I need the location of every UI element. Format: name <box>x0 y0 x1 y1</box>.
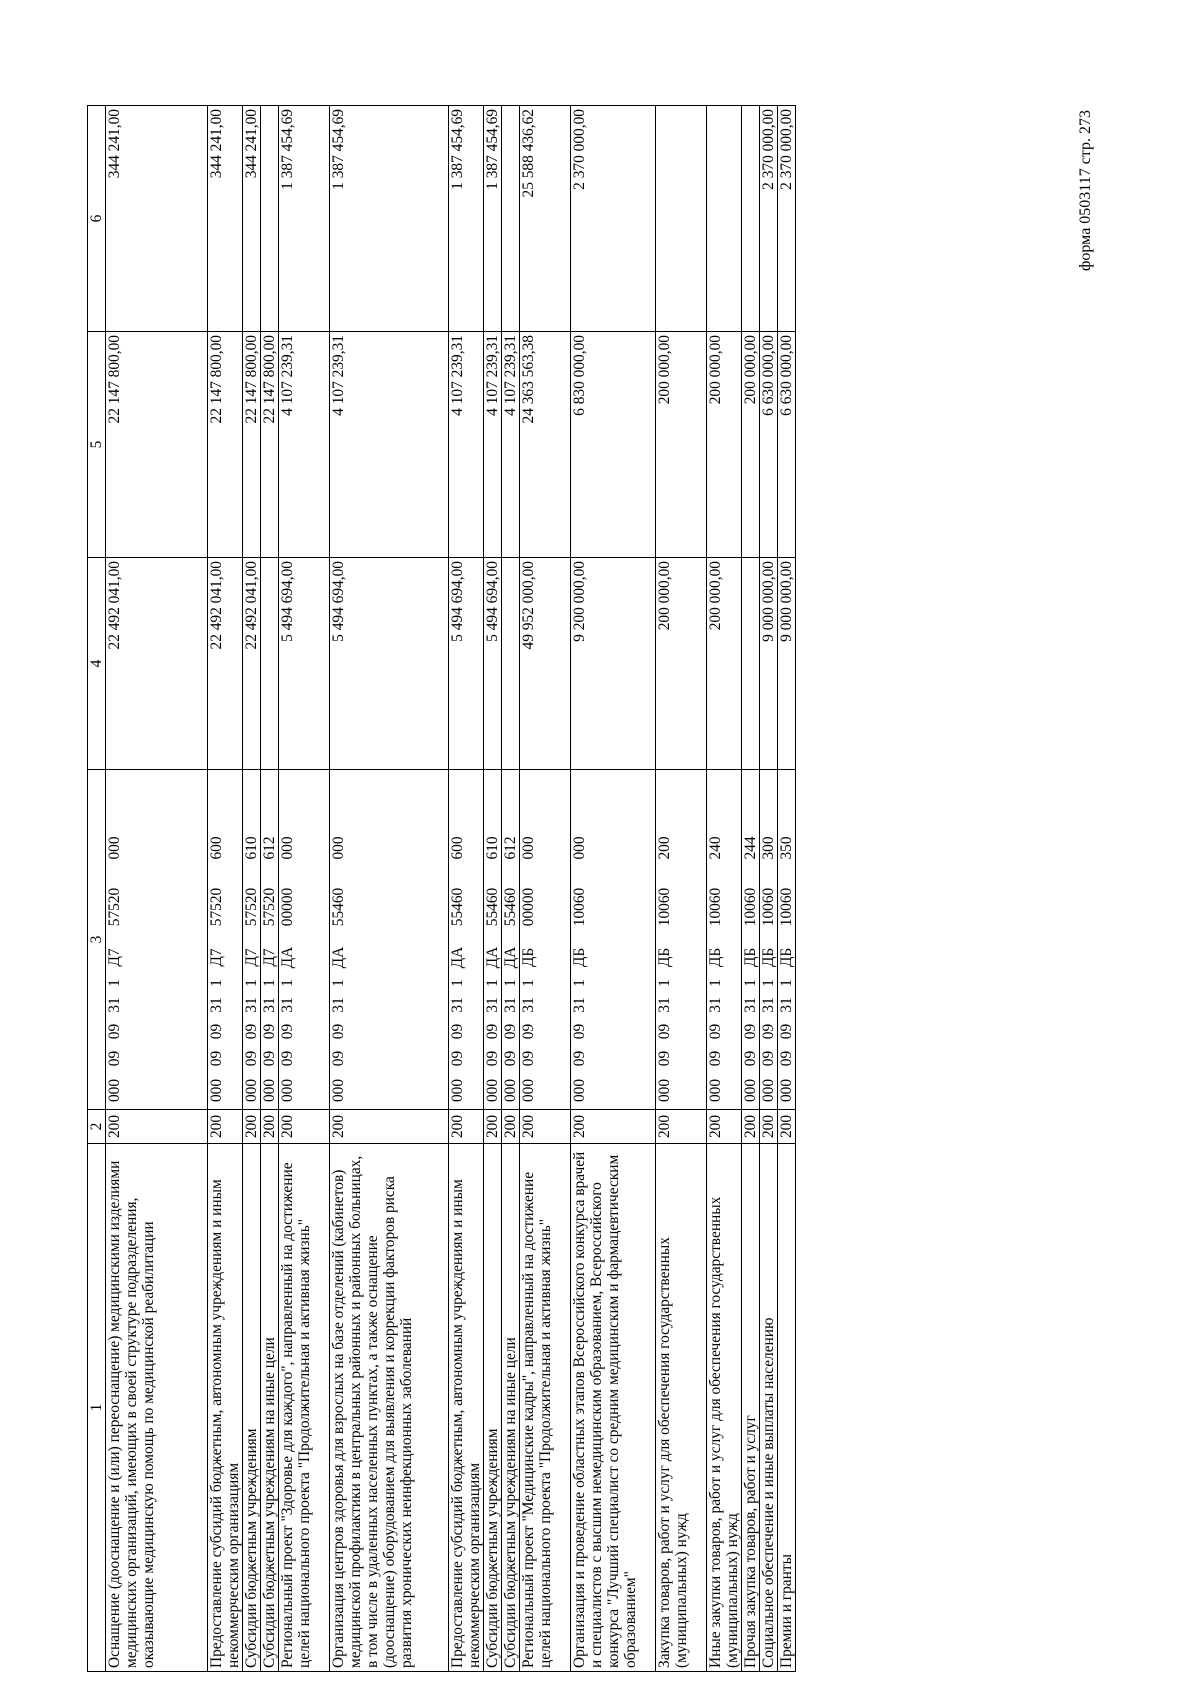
code-part: 244 <box>742 836 759 860</box>
code-part: ДБ <box>778 947 795 968</box>
classification-code <box>484 770 502 1110</box>
executed-amount: 200 000,00 <box>742 332 760 558</box>
table-row <box>279 106 330 1672</box>
row-name: Организация и проведение областных этапов Всероссийского конкурса врачей и специалистов с высшим немедицинским образованием, Всероссийского конкурса "Лучший специалист со средним медицинским и фармацевтическим образованием" <box>571 1144 656 1672</box>
code-part: 31 <box>261 997 278 1013</box>
table-row <box>656 106 707 1672</box>
code-part: 610 <box>243 836 260 860</box>
code-part: 57520 <box>106 887 123 927</box>
table-row <box>449 106 484 1672</box>
column-header: 4 <box>88 558 106 770</box>
code-part: ДБ <box>742 947 759 968</box>
code-part: 09 <box>502 1023 519 1040</box>
code-part: 55460 <box>449 887 466 927</box>
code-part: ДБ <box>571 947 588 968</box>
line-code: 200 <box>520 1110 571 1144</box>
unexecuted-amount: 1 387 454,69 <box>279 106 330 332</box>
code-part: Д7 <box>243 948 260 967</box>
expenditure-table <box>87 105 796 1672</box>
code-part: 09 <box>106 1050 123 1067</box>
code-part: 000 <box>330 1078 347 1103</box>
code-part: 000 <box>760 1078 777 1103</box>
line-code: 200 <box>330 1110 449 1144</box>
classification-code <box>571 770 656 1110</box>
column-header: 5 <box>88 332 106 558</box>
row-name: Предоставление субсидий бюджетным, автономным учреждениям и иным некоммерческим организациям <box>449 1144 484 1672</box>
unexecuted-amount <box>261 106 279 332</box>
table-row <box>106 106 208 1672</box>
code-part: 09 <box>208 1050 225 1067</box>
code-part: Д7 <box>106 948 123 967</box>
code-part: 1 <box>520 979 537 987</box>
code-part: 10060 <box>571 887 588 927</box>
code-part: 09 <box>243 1023 260 1040</box>
row-name: Предоставление субсидий бюджетным, автономным учреждениям и иным некоммерческим организациям <box>208 1144 243 1672</box>
unexecuted-amount: 2 370 000,00 <box>778 106 796 332</box>
table-row <box>484 106 502 1672</box>
approved-amount: 9 200 000,00 <box>571 558 656 770</box>
code-part: 09 <box>502 1050 519 1067</box>
code-part: 600 <box>449 836 466 860</box>
code-part: 09 <box>778 1023 795 1040</box>
code-part: 1 <box>760 979 777 987</box>
approved-amount <box>742 558 760 770</box>
code-part: 1 <box>261 979 278 987</box>
code-part: 200 <box>656 836 673 860</box>
report-page <box>0 97 1130 1697</box>
code-part: 000 <box>656 1078 673 1103</box>
executed-amount: 4 107 239,31 <box>502 332 520 558</box>
code-part: 000 <box>742 1078 759 1103</box>
row-name: Региональный проект "Медицинские кадры", направленный на достижение целей национального проекта "Продолжительная и активная жизнь" <box>520 1144 571 1672</box>
code-part: 612 <box>502 836 519 860</box>
code-part: 10060 <box>778 887 795 927</box>
code-part: 10060 <box>656 887 673 927</box>
unexecuted-amount <box>656 106 707 332</box>
code-part: 1 <box>106 979 123 987</box>
code-part: 000 <box>778 1078 795 1103</box>
form-reference: форма 0503117 стр. 273 <box>1077 110 1094 271</box>
executed-amount: 6 630 000,00 <box>760 332 778 558</box>
unexecuted-amount <box>742 106 760 332</box>
code-part: 10060 <box>707 887 724 927</box>
column-header: 6 <box>88 106 106 332</box>
line-code: 200 <box>243 1110 261 1144</box>
code-part: 000 <box>571 836 588 860</box>
code-part: 10060 <box>760 887 777 927</box>
table-row <box>778 106 796 1672</box>
row-name: Иные закупки товаров, работ и услуг для обеспечения государственных (муниципальных) нужд <box>707 1144 742 1672</box>
code-part: 09 <box>243 1050 260 1067</box>
code-part: 240 <box>707 836 724 860</box>
unexecuted-amount: 1 387 454,69 <box>484 106 502 332</box>
code-part: 600 <box>208 836 225 860</box>
code-part: ДБ <box>760 947 777 968</box>
code-part: 09 <box>656 1023 673 1040</box>
approved-amount: 9 000 000,00 <box>778 558 796 770</box>
code-part: 09 <box>484 1023 501 1040</box>
code-part: 09 <box>656 1050 673 1067</box>
code-part: 57520 <box>243 887 260 927</box>
code-part: 000 <box>484 1078 501 1103</box>
code-part: 31 <box>760 997 777 1013</box>
row-name: Региональный проект "Здоровье для каждого", направленный на достижение целей национального проекта "Продолжительная и активная жизнь" <box>279 1144 330 1672</box>
line-code: 200 <box>571 1110 656 1144</box>
unexecuted-amount: 2 370 000,00 <box>571 106 656 332</box>
row-name: Субсидии бюджетным учреждениям <box>243 1144 261 1672</box>
line-code: 200 <box>742 1110 760 1144</box>
row-name: Прочая закупка товаров, работ и услуг <box>742 1144 760 1672</box>
code-part: 09 <box>208 1023 225 1040</box>
unexecuted-amount: 344 241,00 <box>208 106 243 332</box>
code-part: ДБ <box>656 947 673 968</box>
executed-amount: 200 000,00 <box>656 332 707 558</box>
code-part: 55460 <box>502 887 519 927</box>
classification-code <box>261 770 279 1110</box>
code-part: 09 <box>760 1050 777 1067</box>
executed-amount: 4 107 239,31 <box>449 332 484 558</box>
code-part: 09 <box>484 1050 501 1067</box>
code-part: ДА <box>330 946 347 969</box>
line-code: 200 <box>778 1110 796 1144</box>
code-part: 000 <box>571 1078 588 1103</box>
unexecuted-amount <box>502 106 520 332</box>
code-part: 09 <box>520 1023 537 1040</box>
code-part: 1 <box>707 979 724 987</box>
code-part: 000 <box>208 1078 225 1103</box>
unexecuted-amount: 344 241,00 <box>243 106 261 332</box>
code-part: 000 <box>707 1078 724 1103</box>
code-part: 55460 <box>484 887 501 927</box>
row-name: Организация центров здоровья для взрослых на базе отделений (кабинетов) медицинской профилактики в центральных районных и районных больницах, в том числе в удаленных населенных пунктах, а также оснащение (дооснащение) оборудованием для выявления и коррекции факторов риска развития хронических неинфекционных заболеваний <box>330 1144 449 1672</box>
code-part: 09 <box>261 1050 278 1067</box>
row-name: Закупка товаров, работ и услуг для обеспечения государственных (муниципальных) нужд <box>656 1144 707 1672</box>
line-code: 200 <box>449 1110 484 1144</box>
code-part: 00000 <box>279 887 296 927</box>
code-part: 1 <box>330 979 347 987</box>
table-row <box>760 106 778 1672</box>
row-name: Субсидии бюджетным учреждениям на иные цели <box>502 1144 520 1672</box>
executed-amount: 22 147 800,00 <box>106 332 208 558</box>
code-part: 000 <box>279 1078 296 1103</box>
code-part: 09 <box>106 1023 123 1040</box>
row-name: Премии и гранты <box>778 1144 796 1672</box>
code-part: 000 <box>106 1078 123 1103</box>
code-part: 000 <box>502 1078 519 1103</box>
classification-code <box>243 770 261 1110</box>
code-part: 1 <box>502 979 519 987</box>
classification-code <box>449 770 484 1110</box>
code-part: 000 <box>330 836 347 860</box>
code-part: 1 <box>484 979 501 987</box>
code-part: 31 <box>571 997 588 1013</box>
table-row <box>571 106 656 1672</box>
code-part: 1 <box>571 979 588 987</box>
code-part: 1 <box>778 979 795 987</box>
code-part: 000 <box>520 836 537 860</box>
code-part: Д7 <box>208 948 225 967</box>
code-part: 31 <box>520 997 537 1013</box>
code-part: 31 <box>778 997 795 1013</box>
approved-amount: 22 492 041,00 <box>243 558 261 770</box>
approved-amount: 22 492 041,00 <box>208 558 243 770</box>
row-name: Социальное обеспечение и иные выплаты населению <box>760 1144 778 1672</box>
classification-code <box>106 770 208 1110</box>
code-part: 000 <box>449 1078 466 1103</box>
executed-amount: 6 830 000,00 <box>571 332 656 558</box>
executed-amount: 200 000,00 <box>707 332 742 558</box>
classification-code <box>707 770 742 1110</box>
classification-code <box>208 770 243 1110</box>
code-part: 31 <box>208 997 225 1013</box>
table-row <box>330 106 449 1672</box>
code-part: 1 <box>279 979 296 987</box>
code-part: ДА <box>484 946 501 969</box>
unexecuted-amount: 1 387 454,69 <box>449 106 484 332</box>
code-part: Д7 <box>261 948 278 967</box>
code-part: 000 <box>243 1078 260 1103</box>
code-part: 000 <box>520 1078 537 1103</box>
code-part: 09 <box>742 1023 759 1040</box>
code-part: 09 <box>571 1023 588 1040</box>
code-part: ДБ <box>707 947 724 968</box>
code-part: 612 <box>261 836 278 860</box>
code-part: 31 <box>330 997 347 1013</box>
unexecuted-amount: 1 387 454,69 <box>330 106 449 332</box>
approved-amount: 9 000 000,00 <box>760 558 778 770</box>
code-part: 1 <box>208 979 225 987</box>
code-part: 09 <box>279 1023 296 1040</box>
line-code: 200 <box>760 1110 778 1144</box>
classification-code <box>502 770 520 1110</box>
unexecuted-amount: 2 370 000,00 <box>760 106 778 332</box>
code-part: 000 <box>279 836 296 860</box>
executed-amount: 4 107 239,31 <box>330 332 449 558</box>
code-part: 31 <box>449 997 466 1013</box>
approved-amount: 200 000,00 <box>707 558 742 770</box>
code-part: 31 <box>742 997 759 1013</box>
classification-code <box>520 770 571 1110</box>
line-code: 200 <box>502 1110 520 1144</box>
executed-amount: 6 630 000,00 <box>778 332 796 558</box>
table-row <box>520 106 571 1672</box>
code-part: 09 <box>707 1023 724 1040</box>
line-code: 200 <box>261 1110 279 1144</box>
code-part: 09 <box>330 1023 347 1040</box>
row-name: Оснащение (дооснащение и (или) переоснащение) медицинскими изделиями медицинских организаций, имеющих в своей структуре подразделения, оказывающие медицинскую помощь по медицинской реабилитации <box>106 1144 208 1672</box>
code-part: 1 <box>656 979 673 987</box>
code-part: 09 <box>707 1050 724 1067</box>
code-part: 09 <box>778 1050 795 1067</box>
approved-amount: 200 000,00 <box>656 558 707 770</box>
code-part: 000 <box>106 836 123 860</box>
executed-amount: 4 107 239,31 <box>484 332 502 558</box>
table-row <box>742 106 760 1672</box>
column-header: 1 <box>88 1144 106 1672</box>
line-code: 200 <box>656 1110 707 1144</box>
code-part: ДА <box>279 946 296 969</box>
executed-amount: 22 147 800,00 <box>261 332 279 558</box>
code-part: 31 <box>243 997 260 1013</box>
code-part: 09 <box>330 1050 347 1067</box>
code-part: 31 <box>656 997 673 1013</box>
line-code: 200 <box>106 1110 208 1144</box>
row-name: Субсидии бюджетным учреждениям на иные цели <box>261 1144 279 1672</box>
code-part: 09 <box>261 1023 278 1040</box>
classification-code <box>279 770 330 1110</box>
code-part: 31 <box>279 997 296 1013</box>
line-code: 200 <box>208 1110 243 1144</box>
code-part: 57520 <box>261 887 278 927</box>
table-row <box>208 106 243 1672</box>
code-part: 09 <box>520 1050 537 1067</box>
approved-amount <box>502 558 520 770</box>
approved-amount: 5 494 694,00 <box>330 558 449 770</box>
code-part: 00000 <box>520 887 537 927</box>
table-row <box>261 106 279 1672</box>
code-part: 31 <box>707 997 724 1013</box>
approved-amount: 22 492 041,00 <box>106 558 208 770</box>
classification-code <box>778 770 796 1110</box>
table-body <box>106 106 796 1672</box>
code-part: 000 <box>261 1078 278 1103</box>
code-part: 09 <box>742 1050 759 1067</box>
approved-amount: 49 952 000,00 <box>520 558 571 770</box>
code-part: ДБ <box>520 947 537 968</box>
table-row <box>243 106 261 1672</box>
code-part: 09 <box>571 1050 588 1067</box>
table-row <box>502 106 520 1672</box>
line-code: 200 <box>279 1110 330 1144</box>
classification-code <box>330 770 449 1110</box>
code-part: 10060 <box>742 887 759 927</box>
approved-amount: 5 494 694,00 <box>484 558 502 770</box>
code-part: ДА <box>449 946 466 969</box>
approved-amount: 5 494 694,00 <box>279 558 330 770</box>
unexecuted-amount: 344 241,00 <box>106 106 208 332</box>
column-number-row <box>88 106 106 1672</box>
code-part: 610 <box>484 836 501 860</box>
code-part: 31 <box>502 997 519 1013</box>
code-part: 1 <box>243 979 260 987</box>
code-part: 350 <box>778 836 795 860</box>
code-part: ДА <box>502 946 519 969</box>
code-part: 57520 <box>208 887 225 927</box>
column-header: 3 <box>88 770 106 1110</box>
code-part: 31 <box>484 997 501 1013</box>
code-part: 09 <box>449 1050 466 1067</box>
code-part: 1 <box>449 979 466 987</box>
code-part: 09 <box>760 1023 777 1040</box>
code-part: 300 <box>760 836 777 860</box>
line-code: 200 <box>484 1110 502 1144</box>
unexecuted-amount <box>707 106 742 332</box>
classification-code <box>760 770 778 1110</box>
column-header: 2 <box>88 1110 106 1144</box>
code-part: 1 <box>742 979 759 987</box>
code-part: 09 <box>279 1050 296 1067</box>
table-row <box>707 106 742 1672</box>
executed-amount: 4 107 239,31 <box>279 332 330 558</box>
row-name: Субсидии бюджетным учреждениям <box>484 1144 502 1672</box>
executed-amount: 22 147 800,00 <box>208 332 243 558</box>
code-part: 55460 <box>330 887 347 927</box>
approved-amount: 5 494 694,00 <box>449 558 484 770</box>
unexecuted-amount: 25 588 436,62 <box>520 106 571 332</box>
classification-code <box>656 770 707 1110</box>
line-code: 200 <box>707 1110 742 1144</box>
approved-amount <box>261 558 279 770</box>
classification-code <box>742 770 760 1110</box>
code-part: 31 <box>106 997 123 1013</box>
code-part: 09 <box>449 1023 466 1040</box>
executed-amount: 22 147 800,00 <box>243 332 261 558</box>
executed-amount: 24 363 563,38 <box>520 332 571 558</box>
